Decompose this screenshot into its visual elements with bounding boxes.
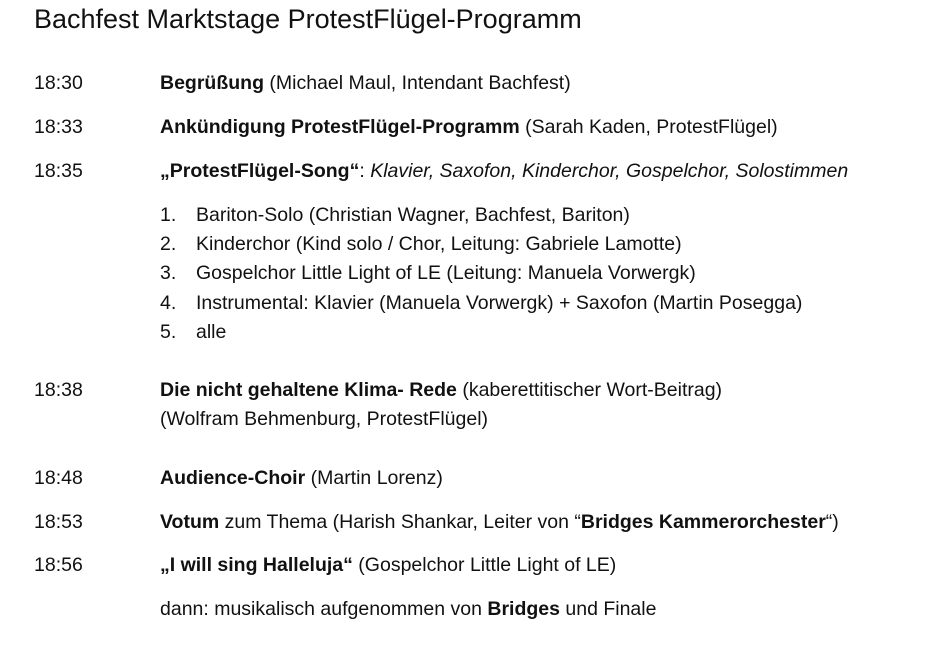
program-title: Begrüßung [160,72,264,94]
list-item-text: alle [196,320,227,343]
list-item [160,201,802,230]
program-content [160,113,778,142]
program-content [160,551,616,580]
list-item-number: 5. [160,320,177,343]
program-detail: (Sarah Kaden, ProtestFlügel) [519,116,778,138]
program-note-bold: Bridges [487,598,560,620]
program-title: „I will sing Halleluja“ [160,554,353,576]
program-content [160,157,848,186]
program-detail: zum Thema (Harish Shankar, Leiter von “ [219,511,581,533]
list-item [160,230,802,259]
program-instruments: Klavier, Saxofon, Kinderchor, Gospelchor, Solostimmen [370,160,849,182]
program-detail: (Martin Lorenz) [305,467,443,489]
list-item [160,259,802,288]
program-time: 18:48 [34,467,83,489]
list-item [160,289,802,318]
program-content [160,376,722,405]
program-title: Die nicht gehaltene Klima- Rede [160,379,457,401]
list-item-text: Instrumental: Klavier (Manuela Vorwergk) + Saxofon (Martin Posegga) [196,291,803,314]
program-detail-line2: (Wolfram Behmenburg, ProtestFlügel) [160,408,489,430]
list-item-text: Kinderchor (Kind solo / Chor, Leitung: Gabriele Lamotte) [196,233,682,256]
program-title: Audience-Choir [160,467,306,489]
program-time: 18:53 [34,511,83,533]
program-title: „ProtestFlügel-Song“ [160,160,360,182]
list-item-text: Bariton-Solo (Christian Wagner, Bachfest, Bariton) [196,204,630,226]
program-note-pre: dann: musikalisch aufgenommen von [160,598,488,620]
program-time: 18:35 [34,160,83,182]
list-item-number: 1. [160,204,177,226]
program-detail: (kaberettitischer Wort-Beitrag) [456,379,723,401]
song-parts-list [160,201,802,347]
program-colon: : [359,160,371,182]
list-item [160,318,802,347]
document-title: Bachfest Marktstage ProtestFlügel-Programm [34,4,582,34]
program-content [160,69,571,98]
program-detail: (Michael Maul, Intendant Bachfest) [263,72,571,94]
program-content [160,508,839,537]
list-item-number: 2. [160,233,177,256]
program-detail-bold: Bridges Kammerorchester [580,511,826,533]
program-detail-line2 [160,595,656,624]
program-time: 18:38 [34,379,83,401]
program-time: 18:33 [34,116,83,138]
list-item-number: 3. [160,262,177,285]
program-time: 18:30 [34,72,83,94]
program-title: Ankündigung ProtestFlügel-Programm [160,116,520,138]
program-time: 18:56 [34,554,83,576]
program-content [160,464,443,493]
program-title: Votum [160,511,220,533]
list-item-text: Gospelchor Little Light of LE (Leitung: Manuela Vorwergk) [196,262,696,285]
program-detail: (Gospelchor Little Light of LE) [352,554,617,576]
list-item-number: 4. [160,291,177,314]
program-note-post: und Finale [559,598,657,620]
program-detail-end: “) [825,511,839,533]
